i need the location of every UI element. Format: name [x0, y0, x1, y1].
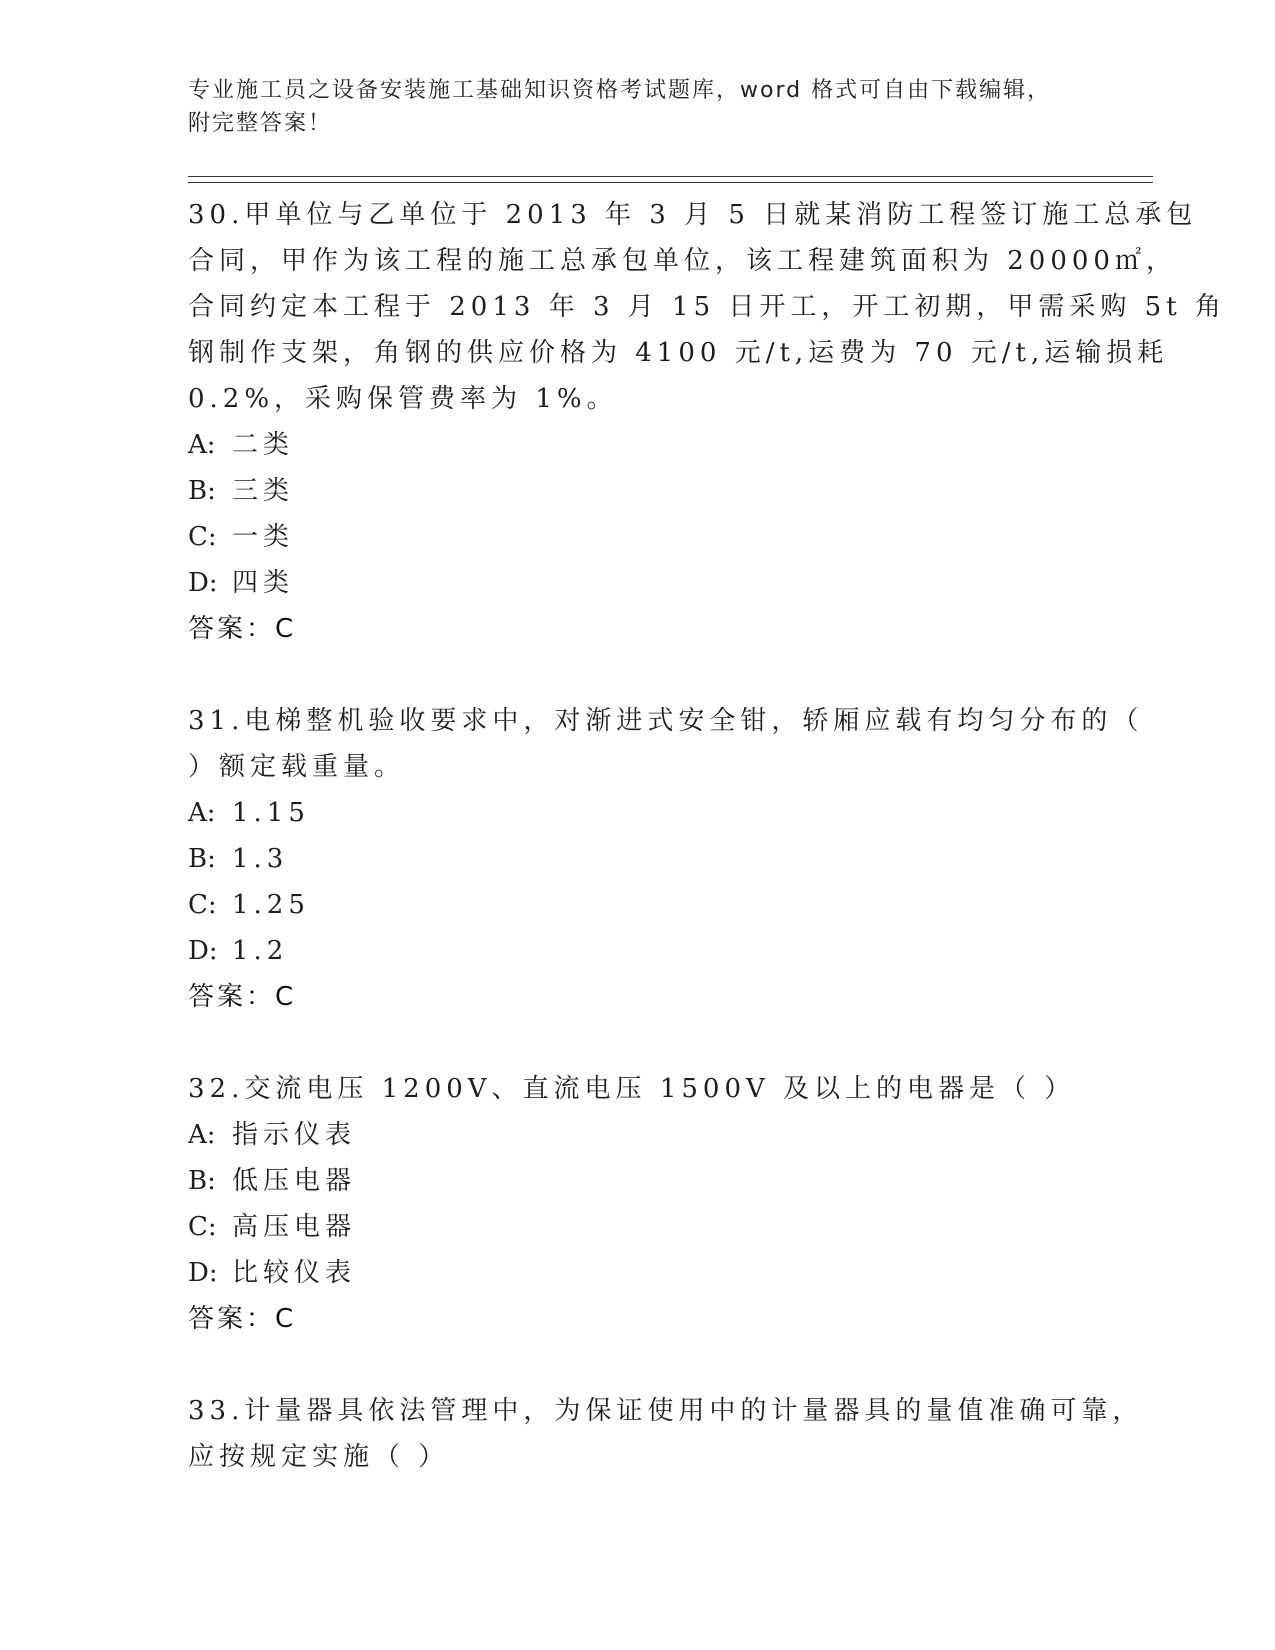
answer-label: 答案：C	[188, 614, 297, 644]
option-b	[188, 1158, 1088, 1204]
spacer	[188, 1020, 1088, 1066]
option-d	[188, 928, 1088, 974]
option-letter: C:	[188, 890, 217, 920]
spacer	[188, 652, 1088, 698]
option-letter: C:	[188, 522, 217, 552]
question-text-line: 31.电梯整机验收要求中，对渐进式安全钳，轿厢应载有均匀分布的（	[188, 706, 1144, 736]
option-d	[188, 560, 1088, 606]
option-text: 高压电器	[232, 1212, 357, 1242]
option-a	[188, 422, 1088, 468]
header-divider-bottom	[188, 182, 1153, 183]
header-line-2: 附完整答案！	[188, 111, 333, 136]
question-text-line: 33.计量器具依法管理中，为保证使用中的计量器具的量值准确可靠，	[188, 1396, 1144, 1426]
option-c	[188, 514, 1088, 560]
option-text: 二类	[232, 430, 295, 460]
answer-label: 答案：C	[188, 1304, 297, 1334]
question-text-line: 32.交流电压 1200V、直流电压 1500V 及以上的电器是（ ）	[188, 1074, 1076, 1104]
option-text: 低压电器	[232, 1166, 357, 1196]
question-text-line: ）额定载重量。	[188, 752, 406, 782]
header-line-1: 专业施工员之设备安装施工基础知识资格考试题库，word 格式可自由下载编辑，	[188, 78, 1052, 103]
option-letter: C:	[188, 1212, 217, 1242]
option-c	[188, 882, 1088, 928]
question-30	[188, 192, 1226, 652]
question-31	[188, 698, 1144, 1020]
spacer	[188, 1342, 1088, 1388]
header-divider-top	[188, 176, 1153, 177]
option-text: 四类	[232, 568, 295, 598]
option-text: 比较仪表	[232, 1258, 357, 1288]
option-text: 一类	[232, 522, 295, 552]
question-33	[188, 1388, 1144, 1480]
question-text-line: 合同，甲作为该工程的施工总承包单位，该工程建筑面积为 20000㎡，	[188, 246, 1177, 276]
document-header	[188, 74, 1088, 140]
option-letter: A:	[188, 798, 216, 828]
option-text: 指示仪表	[232, 1120, 357, 1150]
answer-label: 答案：C	[188, 982, 297, 1012]
question-text-line: 合同约定本工程于 2013 年 3 月 15 日开工，开工初期，甲需采购 5t 角	[188, 292, 1226, 322]
option-text: 三类	[232, 476, 295, 506]
option-a	[188, 1112, 1088, 1158]
option-c	[188, 1204, 1088, 1250]
question-text-line: 应按规定实施（ ）	[188, 1442, 450, 1472]
question-list	[188, 192, 1226, 1480]
option-text: 1.15	[232, 798, 310, 828]
option-letter: D:	[188, 936, 218, 966]
option-text: 1.3	[232, 844, 289, 874]
option-letter: A:	[188, 430, 216, 460]
option-b	[188, 468, 1088, 514]
option-letter: D:	[188, 1258, 218, 1288]
option-text: 1.2	[232, 936, 289, 966]
option-d	[188, 1250, 1088, 1296]
question-text-line: 0.2%，采购保管费率为 1%。	[188, 384, 618, 414]
option-a	[188, 790, 1088, 836]
question-32	[188, 1066, 1088, 1342]
option-letter: D:	[188, 568, 218, 598]
question-text-line: 30.甲单位与乙单位于 2013 年 3 月 5 日就某消防工程签订施工总承包	[188, 200, 1198, 230]
option-b	[188, 836, 1088, 882]
option-letter: B:	[188, 844, 216, 874]
option-letter: B:	[188, 476, 216, 506]
option-letter: A:	[188, 1120, 216, 1150]
question-text-line: 钢制作支架，角钢的供应价格为 4100 元/t,运费为 70 元/t,运输损耗	[188, 338, 1169, 368]
option-text: 1.25	[232, 890, 310, 920]
option-letter: B:	[188, 1166, 216, 1196]
